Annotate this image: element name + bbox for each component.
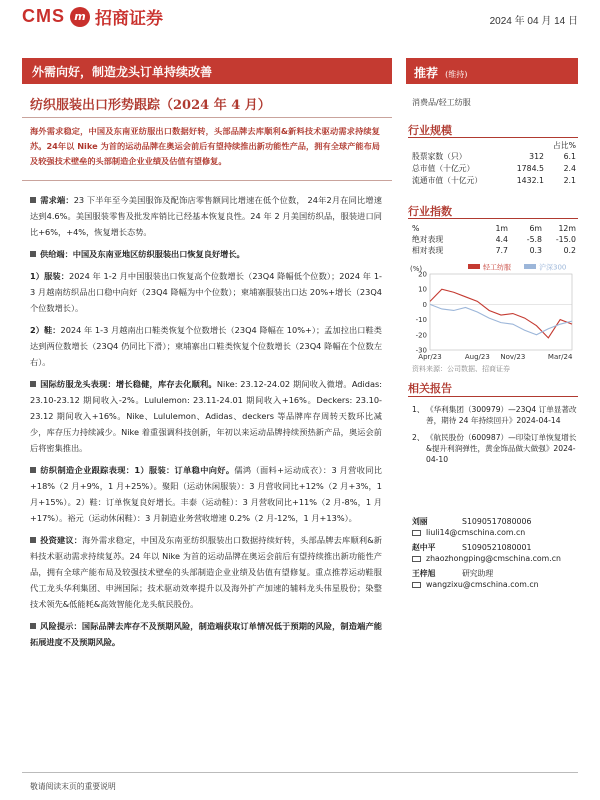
row-value: 1784.5 xyxy=(516,163,544,173)
row-value: 312 xyxy=(529,151,544,161)
series-line-0 xyxy=(430,289,572,338)
paragraph-investment xyxy=(30,532,382,612)
cell: 0.2 xyxy=(563,246,576,255)
section-divider xyxy=(408,396,578,397)
legend-label: 轻工纺服 xyxy=(483,263,511,272)
bullet-icon xyxy=(30,537,36,543)
x-tick-label: Mar/24 xyxy=(547,353,573,361)
logo-badge-icon: m xyxy=(70,7,90,27)
industry-index-table xyxy=(412,223,576,256)
page-header xyxy=(0,0,600,40)
row-pct: 2.1 xyxy=(563,175,576,185)
analyst-id: 研究助理 xyxy=(462,569,494,578)
section-divider xyxy=(408,137,578,138)
paragraph-text: Nike: 23.12-24.02 期间收入微增。Adidas: 23.10-23.12 期间收入-2%。Lululemon: 23.11-24.01 期间收入+16%。Deckers: 23.10-23.12 期间收入+16%。Nike、Lululemon、Adidas、deckers 等品牌库存周转天数环比减少，库存压力持续减少。Nike 着重强调科技创新，年初以来运动品牌持续预热新产品，奥运会前后将密集推出。 xyxy=(30,379,382,453)
y-tick-label: -30 xyxy=(415,346,427,355)
y-tick-label: 0 xyxy=(422,300,427,309)
paragraph-demand xyxy=(30,192,382,240)
industry-scale-table xyxy=(412,140,576,186)
paragraph-lead: 2）鞋： xyxy=(30,325,61,335)
report-title: 纺织服装出口形势跟踪（2024 年 4 月） xyxy=(30,98,271,113)
paragraph-shoes xyxy=(30,322,382,370)
bullet-icon xyxy=(30,381,36,387)
analyst-name: 刘丽 xyxy=(412,517,428,526)
series-line-1 xyxy=(430,304,572,334)
bullet-icon xyxy=(30,197,36,203)
table-row xyxy=(412,162,576,174)
legend-swatch xyxy=(468,264,480,269)
y-unit-label: (%) xyxy=(410,265,423,273)
paragraph-lead: 1）服装： xyxy=(30,271,69,281)
analyst-entry xyxy=(412,516,578,538)
paragraph-risk xyxy=(30,618,382,650)
cell: 0.3 xyxy=(529,246,542,255)
industry-scale-title: 行业规模 xyxy=(408,124,452,137)
y-tick-label: 10 xyxy=(418,285,427,294)
summary-divider xyxy=(22,180,392,181)
analyst-name: 王梓旭 xyxy=(412,569,436,578)
table-row xyxy=(412,234,576,245)
paragraph-text: 2024 年 1-3 月越南出口鞋类恢复个位数增长（23Q4 降幅在 10%+）；孟加拉出口鞋类达到两位数增长（23Q4 仍同比下滑）；柬埔寨出口鞋类恢复个位数增长（23Q4 降幅在个位数左右）。 xyxy=(30,325,383,367)
paragraph-manufacturers xyxy=(30,462,382,526)
paragraph-apparel xyxy=(30,268,382,316)
paragraph-lead: 供给端： xyxy=(40,249,73,259)
logo-text-cn: 招商证券 xyxy=(95,9,163,29)
title-divider xyxy=(22,117,392,118)
cell: 7.7 xyxy=(495,246,508,255)
headline-banner xyxy=(22,58,392,84)
analyst-name: 赵中平 xyxy=(412,543,436,552)
table-row xyxy=(412,245,576,256)
analyst-id: S1090517080006 xyxy=(462,517,532,526)
bullet-icon xyxy=(30,467,36,473)
paragraph-text: 海外需求稳定，中国及东南亚纺织服装出口数据持续好转，头部品牌去库顺利&新料技术驱动需求持续复苏。24 年以 Nike 为首的运动品牌在奥运会前后有望持续推出新功能性产品，拥有全球产能布局及较强技术壁垒的头部制造企业业绩及估值有望修复。重点推荐运动鞋服代工龙头华利集团、申洲国际；技术驱动效率提升以及海外扩产加速的辅料龙头伟星股份；染整技术领先&低能耗&高效智能化龙头航民股份。 xyxy=(30,535,382,609)
row-label: 股票家数（只） xyxy=(412,151,467,161)
table-row xyxy=(412,174,576,186)
row-label: 流通市值（十亿元） xyxy=(412,175,483,185)
bullet-icon xyxy=(30,251,36,257)
paragraph-lead: 纺织制造企业跟踪表现：1）服装：订单稳中向好。 xyxy=(40,465,235,475)
pct-header: 占比% xyxy=(552,140,576,150)
paragraph-text: 儒鸿（面料+运动成衣）：3 月营收同比+18%（2 月+9%，1 月+25%）。聚阳（运动休闲服装）：3 月营收同比+12%（2 月+3%，1 月+15%）。2）鞋：订单恢复良好增长。丰泰（运动鞋）：3 月营收同比+11%（2 月-8%，1 月+17%）。裕元（运动休闲鞋）：3 月制造业务营收增速 0.2%（2 月-12%，1 月+13%）。 xyxy=(30,465,382,523)
legend-label: 沪深300 xyxy=(539,263,567,272)
company-logo xyxy=(22,4,163,29)
industry-index-title: 行业指数 xyxy=(408,205,452,218)
table-header xyxy=(412,140,576,150)
table-row xyxy=(412,150,576,162)
table-header xyxy=(412,223,576,234)
bullet-icon xyxy=(30,623,36,629)
y-tick-label: -10 xyxy=(415,316,427,325)
mail-icon xyxy=(412,530,421,536)
list-item[interactable] xyxy=(412,404,577,426)
paragraph-text: 中国及东南亚地区纺织服装出口恢复良好增长。 xyxy=(72,249,245,259)
row-label: 总市值（十亿元） xyxy=(412,163,475,173)
analyst-entry xyxy=(412,542,578,564)
report-category: 消费品/轻工纺服 xyxy=(412,98,471,107)
row-pct: 2.4 xyxy=(563,163,576,173)
analyst-entry xyxy=(412,568,578,590)
x-tick-label: Nov/23 xyxy=(500,353,526,361)
col-header: 12m xyxy=(558,224,576,233)
cell: -15.0 xyxy=(555,235,576,244)
item-number: 1、 xyxy=(412,405,425,414)
paragraph-lead: 风险提示： xyxy=(40,621,82,631)
section-divider xyxy=(408,218,578,219)
rating-text: 推荐 xyxy=(414,66,439,80)
report-date: 2024 年 04 月 14 日 xyxy=(489,16,578,27)
x-tick-label: Apr/23 xyxy=(418,353,442,361)
related-reports-list xyxy=(412,404,577,471)
row-label: 相对表现 xyxy=(412,246,444,255)
footer-divider xyxy=(22,772,578,773)
mail-icon xyxy=(412,582,421,588)
chart-source: 资料来源：公司数据、招商证券 xyxy=(412,365,510,373)
analyst-email[interactable]: zhaozhongping@cmschina.com.cn xyxy=(426,554,561,563)
row-pct: 6.1 xyxy=(563,151,576,161)
row-label: 绝对表现 xyxy=(412,235,444,244)
y-tick-label: 20 xyxy=(418,270,427,279)
x-tick-label: Aug/23 xyxy=(464,353,490,361)
paragraph-text: 23 下半年至今美国服饰及配饰店零售额同比增速在低个位数， 24年2月在同比增速达到4.6%。美国服装零售及批发库销比已经基本恢复良性。24 年 2 月美国纺织品，服装进口同比+6%，+4%，恢复增长态势。 xyxy=(30,195,382,237)
cell: 4.4 xyxy=(495,235,508,244)
analyst-list xyxy=(412,516,578,594)
paragraph-text: 国际品牌去库存不及预期风险，制造端获取订单情况低于预期的风险，制造端产能拓展进度不及预期风险。 xyxy=(30,621,382,647)
paragraph-supply xyxy=(30,246,382,262)
list-item[interactable] xyxy=(412,432,577,465)
analyst-email[interactable]: wangzixu@cmschina.com.cn xyxy=(426,580,539,589)
cell: -5.8 xyxy=(526,235,542,244)
mail-icon xyxy=(412,556,421,562)
headline-text: 外需向好，制造龙头订单持续改善 xyxy=(32,65,213,79)
item-number: 2、 xyxy=(412,433,425,442)
report-link[interactable]: 《华利集团（300979）—23Q4 订单显著改善，期待 24 年持续回升》2024-04-14 xyxy=(426,405,577,425)
paragraph-text: 2024 年 1-2 月中国服装出口恢复高个位数增长（23Q4 降幅低个位数）；2024 年 1-3 月越南纺织品出口稳中向好（23Q4 降幅为中个位数）；柬埔寨服装出口达 20%+增长（23Q4 个位数增长）。 xyxy=(30,271,382,313)
paragraph-lead: 需求端： xyxy=(40,195,74,205)
legend-swatch xyxy=(524,264,536,269)
y-tick-label: -20 xyxy=(415,331,427,340)
rating-banner xyxy=(406,58,578,84)
col-header: 1m xyxy=(495,224,508,233)
row-value: 1432.1 xyxy=(516,175,544,185)
analyst-id: S1090521080001 xyxy=(462,543,532,552)
paragraph-lead: 国际纺服龙头表现：增长稳健，库存去化顺利。 xyxy=(40,379,217,389)
rating-sub-text: (维持) xyxy=(445,70,468,79)
analyst-email[interactable]: liuli14@cmschina.com.cn xyxy=(426,528,526,537)
related-reports-title: 相关报告 xyxy=(408,382,452,395)
report-body xyxy=(30,192,382,656)
report-link[interactable]: 《航民股份（600987）—印染订单恢复增长&提升利润弹性，黄金饰品做大做强》2024-04-10 xyxy=(426,433,577,464)
report-summary: 海外需求稳定，中国及东南亚纺服出口数据好转，头部品牌去库顺利&新料技术驱动需求持续复苏。24年以 Nike 为首的运动品牌在奥运会前后有望持续推出新功能性产品，拥有全球产能布局及较强技术壁垒的头部制造企业业绩及估值有望修复。 xyxy=(30,126,380,166)
paragraph-global-brands xyxy=(30,376,382,456)
index-performance-chart xyxy=(408,262,578,362)
chart-frame xyxy=(430,274,572,350)
logo-text-en: CMS xyxy=(22,6,65,26)
col-header: % xyxy=(412,224,420,233)
paragraph-lead: 投资建议： xyxy=(40,535,83,545)
footer-note: 敬请阅读末页的重要说明 xyxy=(30,782,116,791)
col-header: 6m xyxy=(529,224,542,233)
